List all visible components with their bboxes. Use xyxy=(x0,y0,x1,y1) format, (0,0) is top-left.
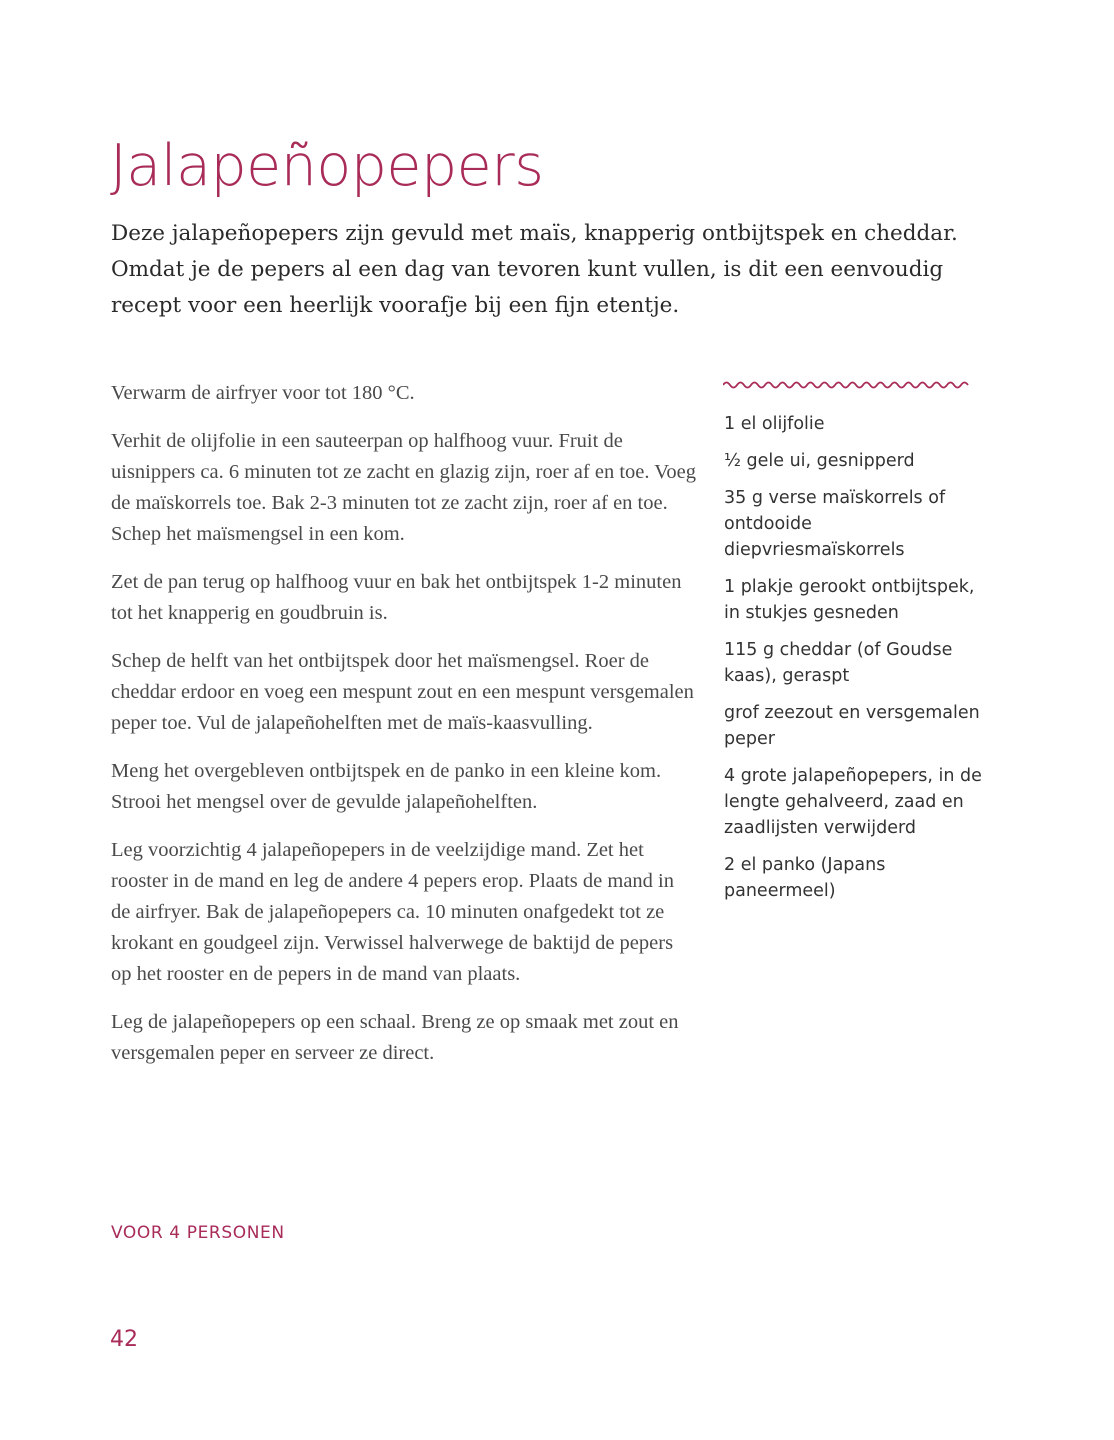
wavy-divider-line xyxy=(723,383,968,388)
ingredient-item: 2 el panko (Japans paneermeel) xyxy=(724,855,886,901)
ingredient-item: 1 plakje gerookt ontbijtspek, in stukjes gesneden xyxy=(724,577,975,623)
method-steps xyxy=(111,378,696,1086)
method-step: Meng het overgebleven ontbijtspek en de panko in een kleine kom. Strooi het mengsel over de gevulde jalapeñohelften. xyxy=(111,760,662,813)
recipe-intro: Deze jalapeñopepers zijn gevuld met maïs, knapperig ontbijtspek en cheddar. Omdat je de pepers al een dag van tevoren kunt vullen, is dit een eenvoudig recept voor een heerlijk voorafje bij een fijn etentje. xyxy=(111,221,958,318)
ingredient-item: grof zeezout en versgemalen peper xyxy=(724,703,980,749)
wavy-divider xyxy=(723,378,969,392)
method-step: Zet de pan terug op halfhoog vuur en bak het ontbijtspek 1-2 minuten tot het knapperig en goudbruin is. xyxy=(111,571,682,624)
page-number: 42 xyxy=(110,1327,138,1352)
ingredient-item: 115 g cheddar (of Goudse kaas), geraspt xyxy=(724,640,953,686)
method-step: Leg de jalapeñopepers op een schaal. Breng ze op smaak met zout en versgemalen peper en serveer ze direct. xyxy=(111,1011,679,1064)
ingredient-item: ½ gele ui, gesnipperd xyxy=(724,451,915,471)
method-step: Schep de helft van het ontbijtspek door het maïsmengsel. Roer de cheddar erdoor en voeg een mespunt zout en een mespunt versgemalen peper toe. Vul de jalapeñohelften met de maïs-kaasvulling. xyxy=(111,650,694,734)
ingredient-item: 35 g verse maïskorrels of ontdooide diepvriesmaïskorrels xyxy=(724,488,946,560)
method-step: Verwarm de airfryer voor tot 180 °C. xyxy=(111,382,415,404)
ingredient-list xyxy=(724,411,984,915)
ingredient-item: 4 grote jalapeñopepers, in de lengte gehalveerd, zaad en zaadlijsten verwijderd xyxy=(724,766,982,838)
method-step: Verhit de olijfolie in een sauteerpan op halfhoog vuur. Fruit de uisnippers ca. 6 minuten tot ze zacht en glazig zijn, roer af en toe. Voeg de maïskorrels toe. Bak 2-3 minuten tot ze zacht zijn, roer af en toe. Schep het maïsmengsel in een kom. xyxy=(111,430,697,545)
method-step: Leg voorzichtig 4 jalapeñopepers in de veelzijdige mand. Zet het rooster in de mand en leg de andere 4 pepers erop. Plaats de mand in de airfryer. Bak de jalapeñopepers ca. 10 minuten onafgedekt tot ze krokant en goudgeel zijn. Verwissel halverwege de baktijd de pepers op het rooster en de pepers in de mand van plaats. xyxy=(111,839,674,985)
servings-label: VOOR 4 PERSONEN xyxy=(111,1223,285,1243)
ingredient-item: 1 el olijfolie xyxy=(724,414,825,434)
page-title: Jalapeñopepers xyxy=(110,133,544,199)
